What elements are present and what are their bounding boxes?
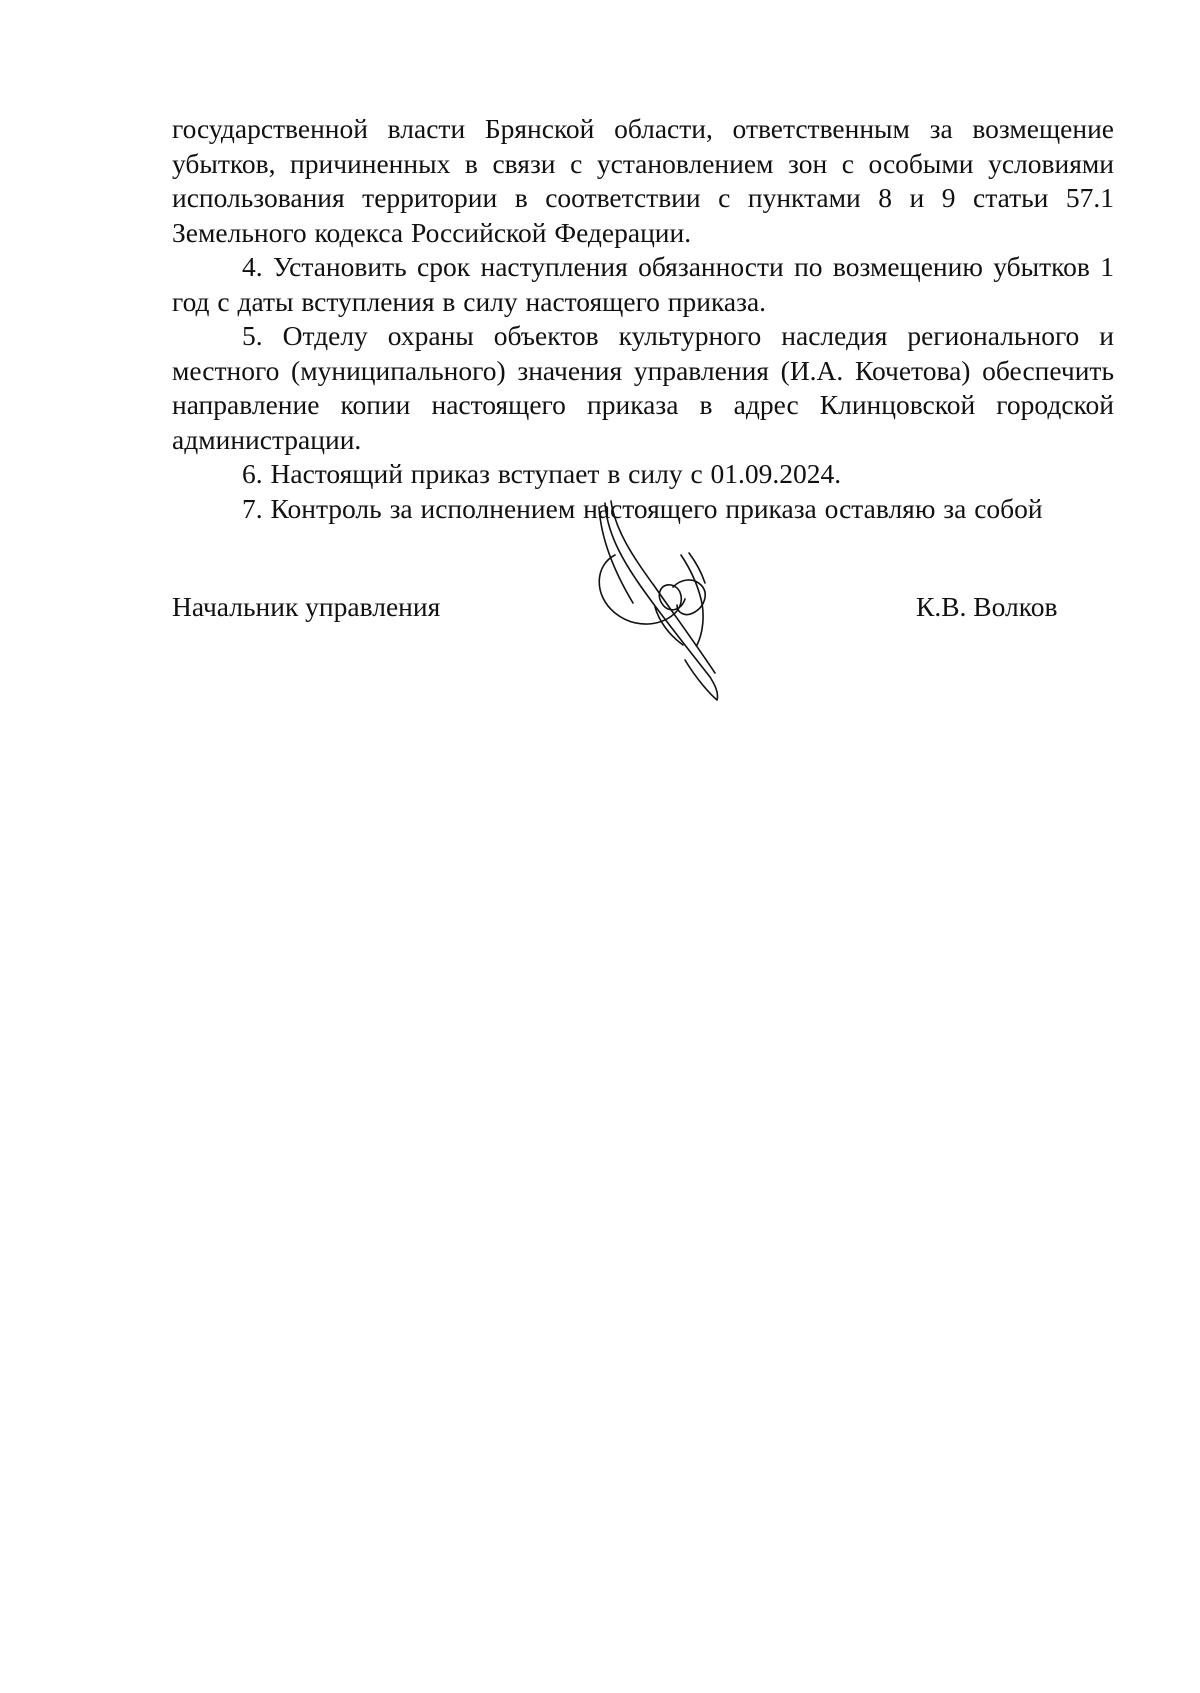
paragraph-item-5: 5. Отделу охраны объектов культурного наследия регионального и местного (муниципального) значения управления (И.А. Кочетова) обеспечить направление копии настоящего приказа в адрес Клинцовской городской администрации. (172, 320, 1114, 455)
signatory-name: К.В. Волков (916, 591, 1058, 622)
paragraph-item-4: 4. Установить срок наступления обязанности по возмещению убытков 1 год с даты вступления в силу настоящего приказа. (172, 251, 1114, 317)
paragraph-item-6: 6. Настоящий приказ вступает в силу с 01.09.2024. (242, 458, 842, 489)
paragraph-continuation: государственной власти Брянской области, ответственным за возмещение убытков, причиненных в связи с установлением зон с особыми условиями использования территории в соответствии с пунктами 8 и 9 статьи 57.1 Земельного кодекса Российской Федерации. (172, 113, 1114, 248)
signatory-position: Начальник управления (172, 591, 441, 622)
handwritten-signature-icon (585, 495, 755, 705)
document-body (172, 112, 1114, 526)
paragraph-item-7: 7. Контроль за исполнением настоящего приказа оставляю за собой (242, 492, 1043, 524)
